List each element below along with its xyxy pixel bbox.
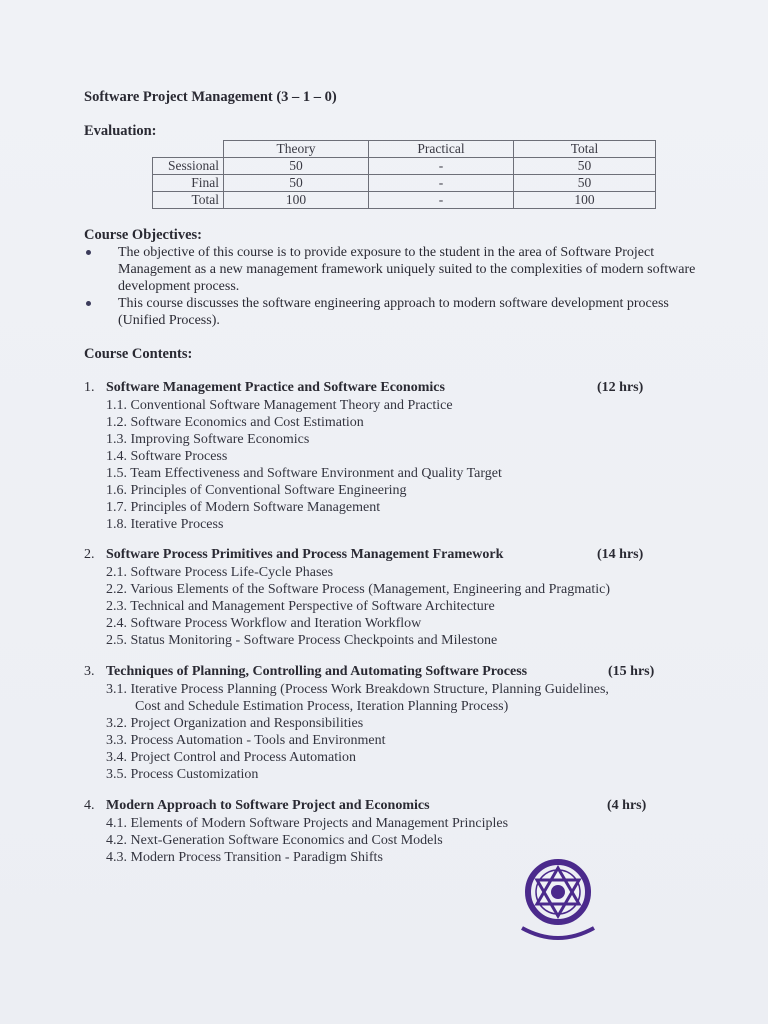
section-header (84, 797, 704, 815)
course-section (84, 797, 704, 866)
cell-theory: 50 (224, 175, 369, 192)
column-header-practical: Practical (369, 141, 514, 158)
section-number: 4. (84, 798, 95, 813)
list-item: 3.2. Project Organization and Responsibilities (106, 716, 364, 731)
row-label: Final (153, 175, 224, 192)
list-item: 1.6. Principles of Conventional Software Engineering (106, 483, 407, 498)
objective-item (118, 295, 698, 329)
cell-practical: - (369, 175, 514, 192)
course-section (84, 379, 704, 533)
section-header (84, 546, 704, 564)
list-item: 4.1. Elements of Modern Software Projects and Management Principles (106, 816, 509, 831)
university-seal-icon (508, 850, 608, 950)
list-item-continuation-text: Cost and Schedule Estimation Process, Iteration Planning Process) (135, 699, 509, 714)
section-title: Software Management Practice and Software Economics (106, 380, 445, 395)
section-items (106, 397, 704, 533)
list-item: 2.5. Status Monitoring - Software Process Checkpoints and Milestone (106, 633, 498, 648)
list-item: 1.5. Team Effectiveness and Software Environment and Quality Target (106, 466, 502, 481)
course-section (84, 663, 704, 783)
row-label: Sessional (153, 158, 224, 175)
list-item: 4.3. Modern Process Transition - Paradigm Shifts (106, 850, 383, 865)
table-row (153, 175, 656, 192)
objectives-heading: Course Objectives: (84, 227, 202, 243)
cell-practical: - (369, 158, 514, 175)
section-title: Modern Approach to Software Project and Economics (106, 798, 430, 813)
table-row (153, 158, 656, 175)
list-item-continuation (106, 698, 704, 715)
section-hours: (4 hrs) (607, 798, 647, 813)
cell-theory: 100 (224, 192, 369, 209)
cell-practical: - (369, 192, 514, 209)
section-number: 1. (84, 380, 95, 395)
column-header-theory: Theory (224, 141, 369, 158)
section-title: Software Process Primitives and Process Management Framework (106, 547, 504, 562)
list-item: 3.1. Iterative Process Planning (Process Work Breakdown Structure, Planning Guidelines, (106, 682, 609, 697)
section-items (106, 815, 704, 866)
bullet-icon (86, 301, 91, 306)
list-item: 1.4. Software Process (106, 449, 228, 464)
list-item: 3.5. Process Customization (106, 767, 259, 782)
table-header-row (153, 141, 656, 158)
evaluation-heading: Evaluation: (84, 123, 157, 139)
list-item: 2.2. Various Elements of the Software Process (Management, Engineering and Pragmatic) (106, 582, 610, 597)
evaluation-table (152, 140, 656, 209)
list-item: 1.7. Principles of Modern Software Management (106, 500, 381, 515)
section-header (84, 663, 704, 681)
list-item: 3.3. Process Automation - Tools and Environment (106, 733, 386, 748)
list-item: 3.4. Project Control and Process Automation (106, 750, 357, 765)
section-number: 3. (84, 664, 95, 679)
objective-item (118, 244, 698, 295)
section-items (106, 564, 704, 649)
objective-text: This course discusses the software engineering approach to modern software development process (Unified Process). (118, 296, 669, 328)
list-item: 1.8. Iterative Process (106, 517, 224, 532)
section-title: Techniques of Planning, Controlling and Automating Software Process (106, 664, 528, 679)
section-header (84, 379, 704, 397)
section-items (106, 681, 704, 783)
cell-total: 100 (514, 192, 656, 209)
cell-total: 50 (514, 158, 656, 175)
list-item: 2.3. Technical and Management Perspective of Software Architecture (106, 599, 495, 614)
section-hours: (12 hrs) (597, 380, 644, 395)
section-hours: (14 hrs) (597, 547, 644, 562)
list-item: 1.1. Conventional Software Management Theory and Practice (106, 398, 453, 413)
list-item: 1.2. Software Economics and Cost Estimation (106, 415, 364, 430)
section-number: 2. (84, 547, 95, 562)
list-item: 2.1. Software Process Life-Cycle Phases (106, 565, 334, 580)
section-hours: (15 hrs) (608, 664, 655, 679)
bullet-icon (86, 250, 91, 255)
cell-total: 50 (514, 175, 656, 192)
table-row (153, 192, 656, 209)
course-section (84, 546, 704, 649)
table-corner-cell (153, 141, 224, 158)
contents-heading: Course Contents: (84, 346, 193, 362)
list-item: 4.2. Next-Generation Software Economics and Cost Models (106, 833, 443, 848)
cell-theory: 50 (224, 158, 369, 175)
column-header-total: Total (514, 141, 656, 158)
list-item: 2.4. Software Process Workflow and Iteration Workflow (106, 616, 422, 631)
objective-text: The objective of this course is to provide exposure to the student in the area of Software Project Management as a new management framework uniquely suited to the complexities of modern software development process. (118, 245, 696, 294)
list-item: 1.3. Improving Software Economics (106, 432, 310, 447)
course-title: Software Project Management (3 – 1 – 0) (84, 89, 337, 105)
row-label: Total (153, 192, 224, 209)
